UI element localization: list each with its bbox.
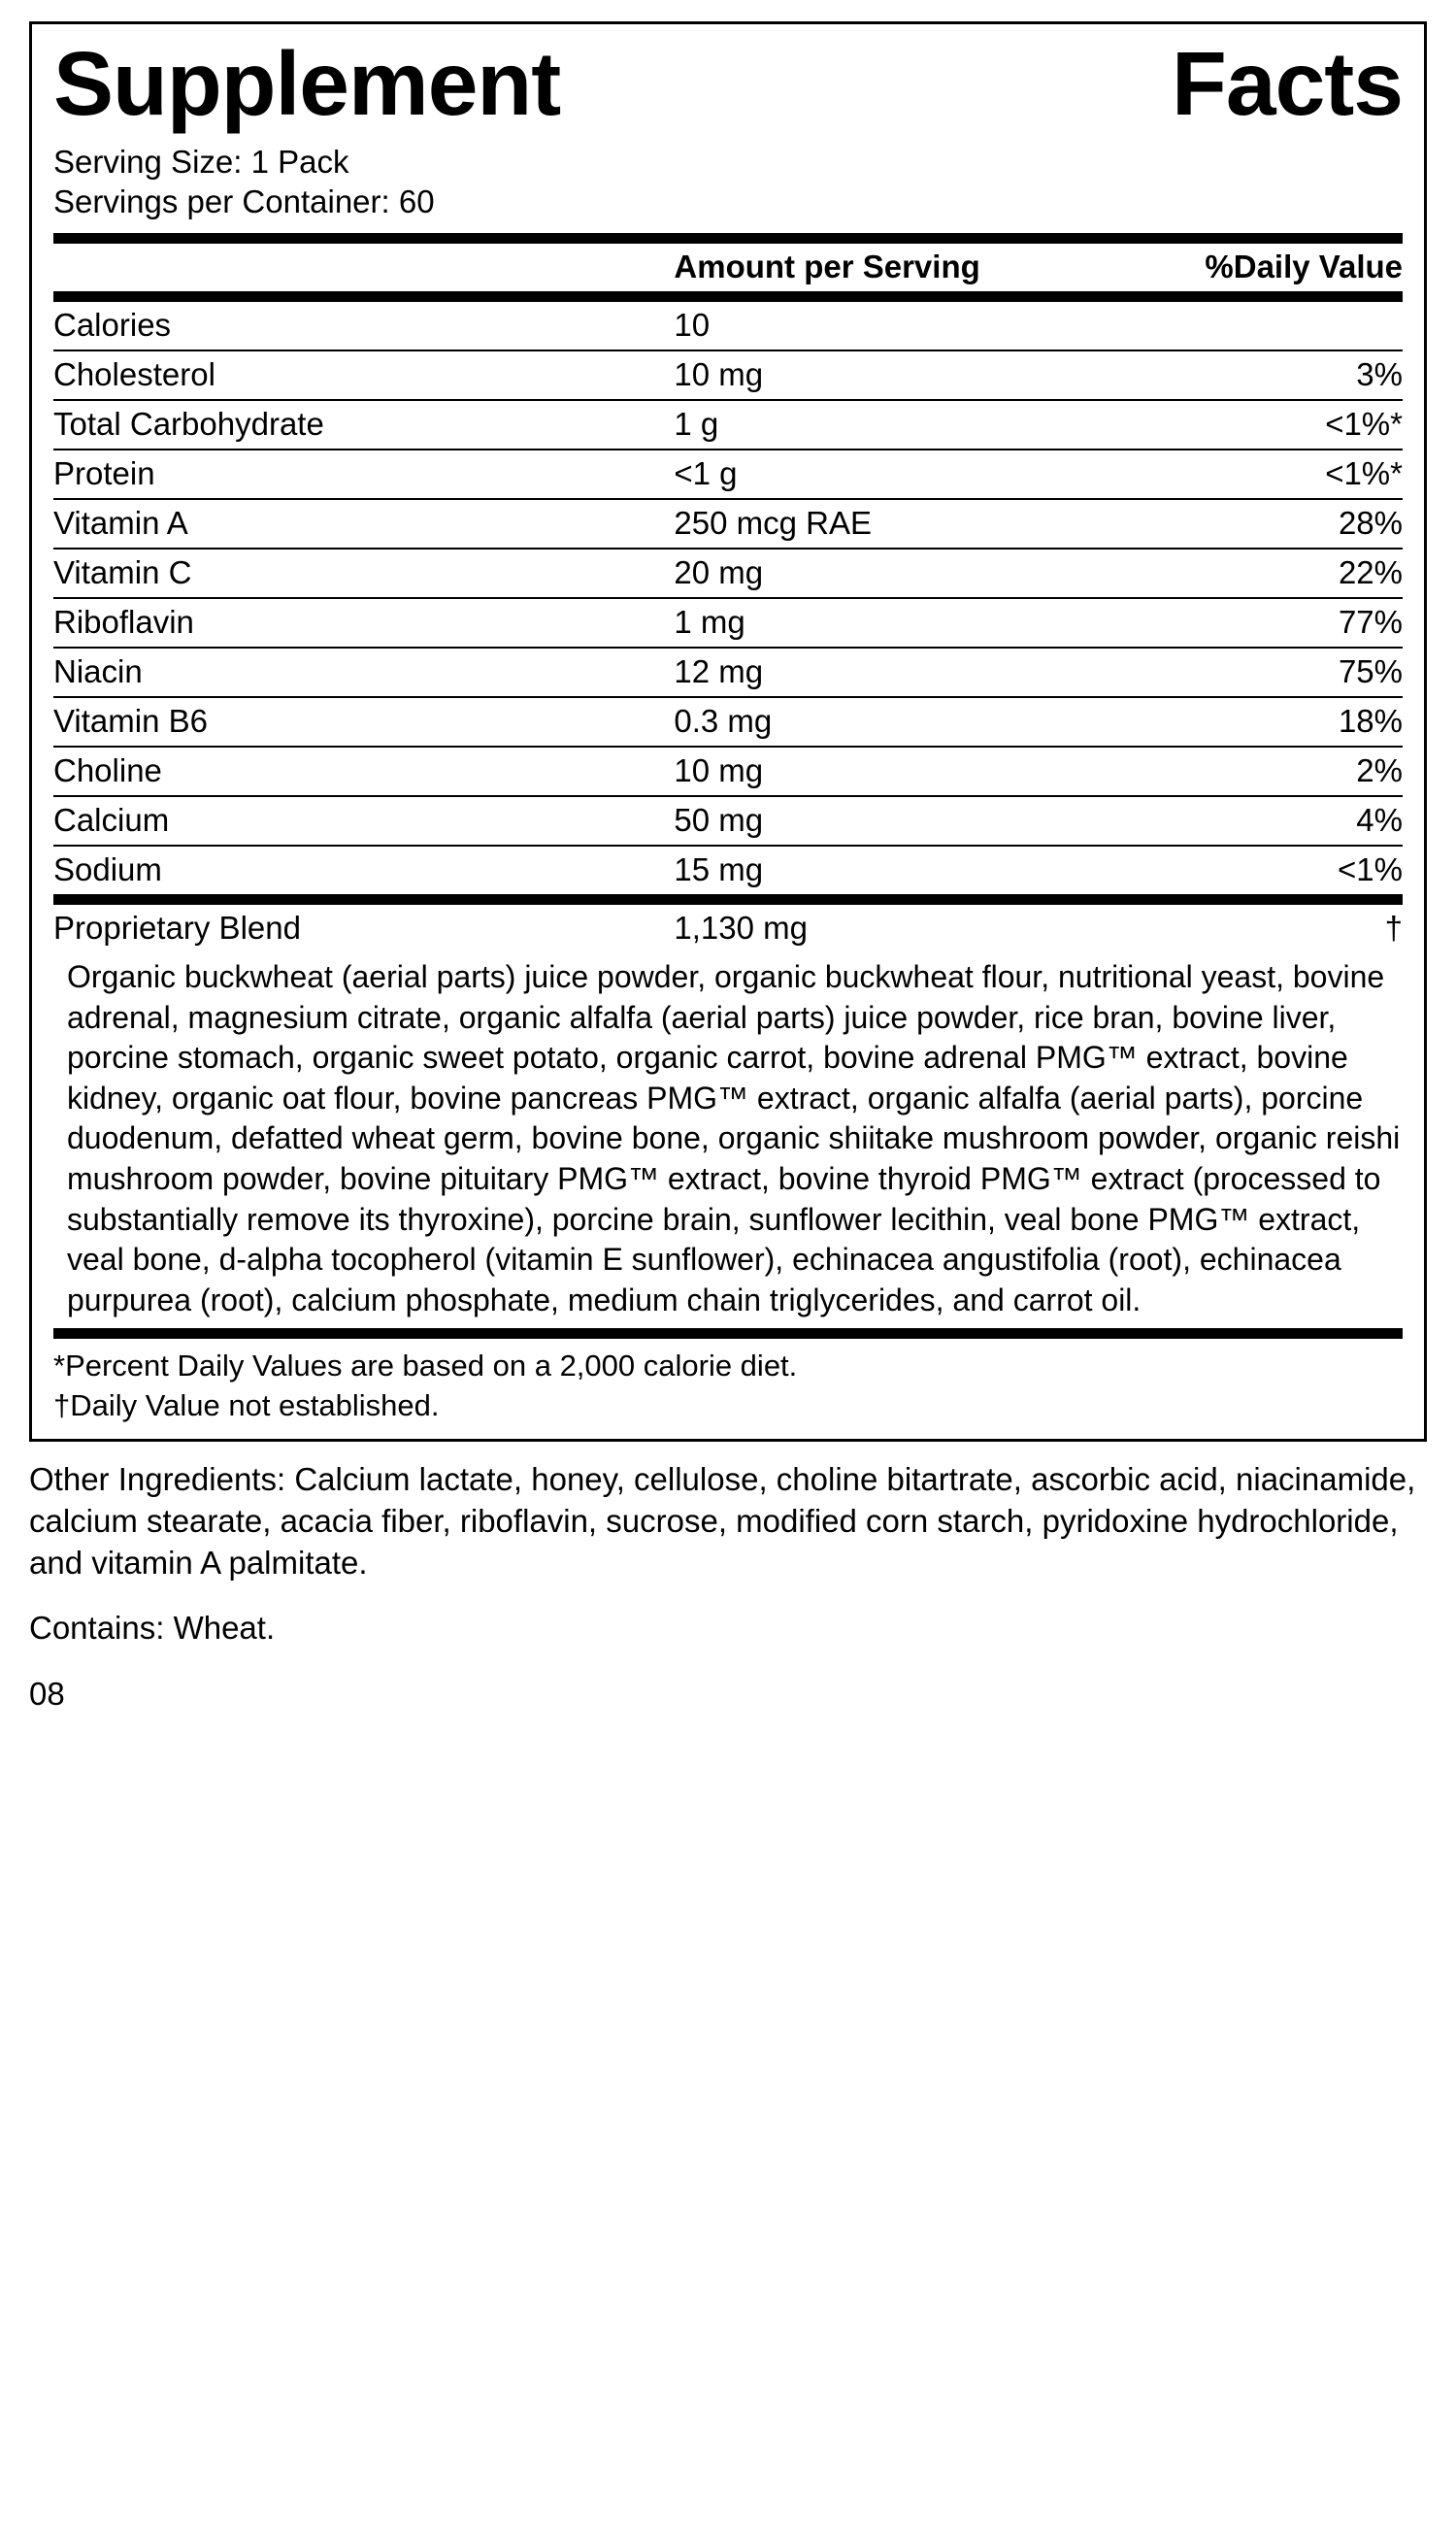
table-row [53, 846, 1403, 900]
blend-dv: † [1119, 900, 1403, 953]
nutrient-name: Niacin [53, 648, 674, 697]
servings-per-container: Servings per Container: 60 [53, 183, 435, 219]
table-row [53, 400, 1403, 450]
table-header-row [53, 239, 1403, 297]
blend-name: Proprietary Blend [53, 900, 674, 953]
nutrient-name: Protein [53, 450, 674, 499]
nutrient-dv: 3% [1119, 350, 1403, 400]
table-row [53, 697, 1403, 747]
nutrient-amount: <1 g [674, 450, 1119, 499]
title-word-supplement: Supplement [53, 33, 561, 134]
footnote-daily-value-not-established: †Daily Value not established. [53, 1387, 440, 1422]
nutrient-amount: 10 mg [674, 747, 1119, 796]
header-amount-per-serving: Amount per Serving [674, 239, 1119, 297]
nutrient-amount: 12 mg [674, 648, 1119, 697]
nutrient-dv: <1%* [1119, 450, 1403, 499]
nutrient-dv: 18% [1119, 697, 1403, 747]
nutrient-name: Calcium [53, 796, 674, 846]
nutrient-dv: 75% [1119, 648, 1403, 697]
nutrient-name: Vitamin A [53, 499, 674, 549]
nutrient-dv: <1%* [1119, 400, 1403, 450]
nutrition-table [53, 233, 1403, 1326]
footnote-percent-daily-value: *Percent Daily Values are based on a 2,000 calorie diet. [53, 1349, 798, 1383]
revision-code: 08 [29, 1675, 65, 1712]
nutrient-dv: <1% [1119, 846, 1403, 900]
supplement-facts-panel [29, 21, 1427, 1442]
header-nutrient [53, 239, 674, 297]
table-row [53, 648, 1403, 697]
nutrient-dv: 28% [1119, 499, 1403, 549]
page-title [53, 33, 1403, 134]
nutrient-name: Vitamin C [53, 549, 674, 598]
blend-description: Organic buckwheat (aerial parts) juice powder, organic buckwheat flour, nutritional yeast, bovine adrenal, magnesium citrate, organic alfalfa (aerial parts) juice powder, rice bran, bovine liver, porcine stomach, organic sweet potato, organic carrot, bovine adrenal PMG™ extract, bovine kidney, organic oat flour, bovine pancreas PMG™ extract, organic alfalfa (aerial parts), porcine duodenum, defatted wheat germ, bovine bone, organic shiitake mushroom powder, organic reishi mushroom powder, bovine pituitary PMG™ extract, bovine thyroid PMG™ extract (processed to substantially remove its thyroxine), porcine brain, sunflower lecithin, veal bone PMG™ extract, veal bone, d-alpha tocopherol (vitamin E sunflower), echinacea angustifolia (root), echinacea purpurea (root), calcium phosphate, medium chain triglycerides, and carrot oil. [67, 959, 1401, 1317]
nutrient-amount: 15 mg [674, 846, 1119, 900]
table-row [53, 796, 1403, 846]
title-word-facts: Facts [1172, 33, 1403, 134]
table-row [53, 297, 1403, 351]
blend-description-cell [53, 952, 1403, 1326]
nutrient-dv: 22% [1119, 549, 1403, 598]
nutrient-amount: 50 mg [674, 796, 1119, 846]
table-row [53, 598, 1403, 648]
nutrient-dv [1119, 297, 1403, 351]
table-row [53, 499, 1403, 549]
table-row [53, 350, 1403, 400]
proprietary-blend-description-row [53, 952, 1403, 1326]
serving-size: Serving Size: 1 Pack [53, 143, 349, 180]
header-daily-value: %Daily Value [1119, 239, 1403, 297]
nutrient-amount: 20 mg [674, 549, 1119, 598]
nutrient-amount: 10 mg [674, 350, 1119, 400]
contains-allergens: Contains: Wheat. [29, 1609, 276, 1646]
other-ingredients: Other Ingredients: Calcium lactate, honey, cellulose, choline bitartrate, ascorbic acid, niacinamide, calcium stearate, acacia fiber, riboflavin, sucrose, modified corn starch, pyridoxine hydrochloride, and vitamin A palmitate. [29, 1461, 1416, 1581]
nutrient-name: Total Carbohydrate [53, 400, 674, 450]
proprietary-blend-row [53, 900, 1403, 953]
nutrient-amount: 1 mg [674, 598, 1119, 648]
nutrient-dv: 2% [1119, 747, 1403, 796]
nutrient-name: Sodium [53, 846, 674, 900]
nutrient-name: Riboflavin [53, 598, 674, 648]
nutrient-amount: 0.3 mg [674, 697, 1119, 747]
footnotes [53, 1328, 1403, 1425]
table-row [53, 450, 1403, 499]
table-row [53, 549, 1403, 598]
nutrient-dv: 77% [1119, 598, 1403, 648]
nutrient-amount: 1 g [674, 400, 1119, 450]
nutrient-amount: 10 [674, 297, 1119, 351]
nutrient-name: Vitamin B6 [53, 697, 674, 747]
table-row [53, 747, 1403, 796]
nutrient-name: Choline [53, 747, 674, 796]
nutrient-amount: 250 mcg RAE [674, 499, 1119, 549]
nutrient-name: Cholesterol [53, 350, 674, 400]
nutrient-name: Calories [53, 297, 674, 351]
nutrient-dv: 4% [1119, 796, 1403, 846]
blend-amount: 1,130 mg [674, 900, 1119, 953]
